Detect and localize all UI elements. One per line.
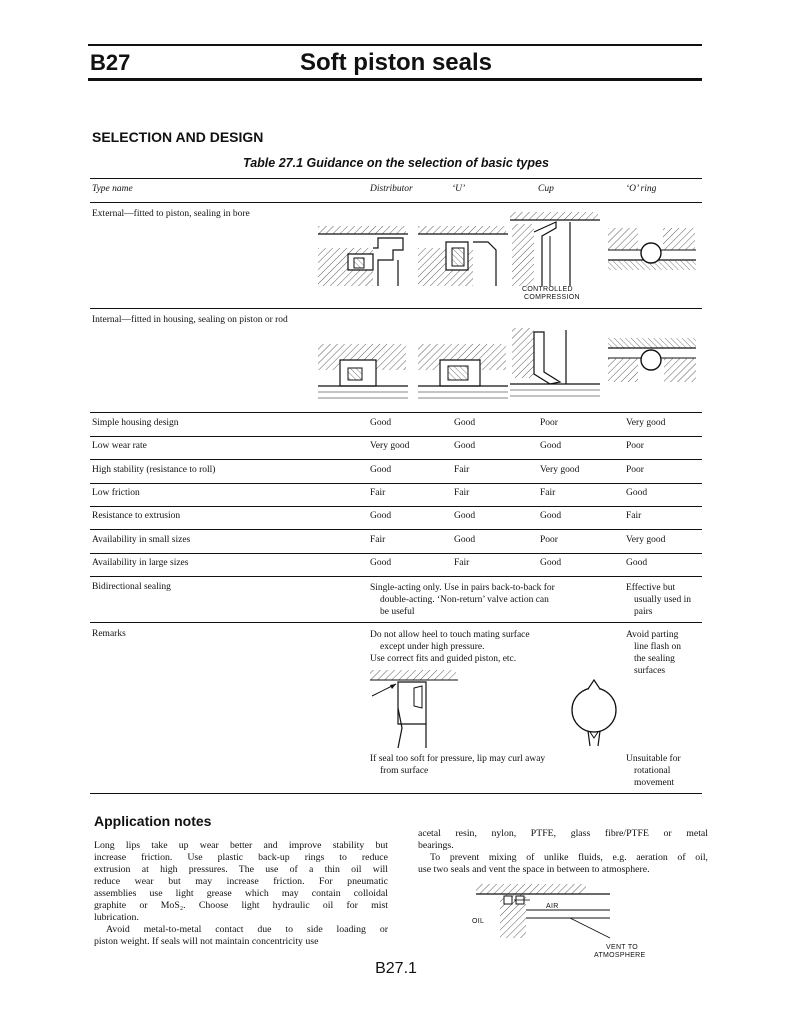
vent-label: VENT TO (606, 944, 639, 951)
air-label: AIR (546, 903, 559, 910)
row-rule (90, 506, 702, 507)
remarks-text-1: Do not allow heel to touch mating surface (370, 630, 530, 640)
rating-cell: Fair (454, 465, 470, 475)
rating-cell: Good (540, 558, 562, 568)
oring-note-2: rotational (634, 766, 671, 776)
rating-cell: Good (540, 511, 562, 521)
rating-cell: Fair (454, 558, 470, 568)
rating-cell: Poor (540, 535, 558, 545)
bidirectional-oring-1: Effective but (626, 583, 676, 593)
vent-diagram (470, 882, 620, 944)
rating-cell: Good (454, 441, 476, 451)
notes-line: extrusion at high pressures. The use of a thin oil will (94, 864, 388, 875)
table-top-rule (90, 178, 702, 179)
external-row-label: External—fitted to piston, sealing in bore (92, 209, 250, 219)
external-oring-diagram (608, 228, 698, 276)
rating-cell: Very good (626, 535, 666, 545)
notes-line: increase friction. Use plastic back-up rings to reduce (94, 852, 388, 863)
remarks-oring-4: surfaces (634, 666, 666, 676)
row-rule-bidirectional (90, 622, 702, 623)
rating-cell: Poor (626, 441, 644, 451)
rating-cell: Very good (626, 418, 666, 428)
bidirectional-text-2: double-acting. ‘Non-return’ valve action can (380, 595, 549, 605)
notes-line: reduce wear but may increase friction. For pneumatic (94, 876, 388, 887)
rating-cell: Good (626, 488, 648, 498)
rating-row-label: High stability (resistance to roll) (92, 465, 216, 475)
rating-cell: Good (370, 558, 392, 568)
rating-cell: Good (454, 511, 476, 521)
notes-line: To prevent mixing of unlike fluids, e.g. aeration of oil, (430, 852, 708, 863)
rating-cell: Poor (626, 465, 644, 475)
rating-cell: Fair (626, 511, 642, 521)
rating-row-label: Availability in small sizes (92, 535, 191, 545)
rating-cell: Fair (540, 488, 556, 498)
row-rule-internal (90, 412, 702, 413)
bidirectional-text-3: be useful (380, 607, 415, 617)
table-caption: Table 27.1 Guidance on the selection of basic types (243, 156, 549, 170)
page-code: B27 (90, 50, 131, 75)
atmosphere-label: ATMOSPHERE (594, 952, 646, 959)
remarks-label: Remarks (92, 629, 126, 639)
rating-cell: Good (454, 535, 476, 545)
lip-curl-diagram (368, 668, 468, 750)
rating-row-label: Low friction (92, 488, 140, 498)
remarks-text-2: except under high pressure. (380, 642, 485, 652)
rating-cell: Good (540, 441, 562, 451)
row-rule (90, 436, 702, 437)
rating-row-label: Availability in large sizes (92, 558, 189, 568)
notes-line: lubrication. (94, 912, 139, 923)
internal-u-diagram (418, 342, 510, 404)
row-rule (90, 553, 702, 554)
controlled-label: CONTROLLED (522, 286, 573, 293)
header-top-rule (88, 44, 702, 46)
notes-line: Avoid metal-to-metal contact due to side loading or (106, 924, 388, 935)
notes-line: piston weight. If seals will not maintain concentricity use (94, 936, 319, 947)
rating-cell: Good (454, 418, 476, 428)
table-header-rule (90, 202, 702, 203)
rating-row-label: Resistance to extrusion (92, 511, 181, 521)
table-bottom-rule (90, 793, 702, 794)
application-notes-title: Application notes (94, 813, 212, 829)
rating-cell: Very good (540, 465, 580, 475)
section-title: SELECTION AND DESIGN (92, 129, 264, 145)
notes-line: use two seals and vent the space in between to atmosphere. (418, 864, 650, 875)
column-header-distributor: Distributor (370, 184, 413, 194)
rating-cell: Fair (454, 488, 470, 498)
remarks-text-3: Use correct fits and guided piston, etc. (370, 654, 517, 664)
row-rule-external (90, 308, 702, 309)
internal-cup-diagram (510, 326, 602, 406)
bidirectional-label: Bidirectional sealing (92, 582, 171, 592)
column-header-u: ‘U’ (452, 184, 466, 194)
oring-note-3: movement (634, 778, 675, 788)
internal-row-label: Internal—fitted in housing, sealing on piston or rod (92, 315, 288, 325)
rating-cell: Fair (370, 535, 386, 545)
oring-note-1: Unsuitable for (626, 754, 681, 764)
notes-line: Long lips take up wear better and improve stability but (94, 840, 388, 851)
row-rule (90, 483, 702, 484)
column-header-type: Type name (92, 184, 133, 194)
remarks-oring-3: the sealing (634, 654, 675, 664)
lip-note-1: If seal too soft for pressure, lip may curl away (370, 754, 546, 764)
notes-line: graphite or MoS₂. Choose light hydraulic oil for mist (94, 900, 388, 911)
external-u-diagram (418, 220, 513, 288)
external-cup-diagram (510, 210, 602, 288)
row-rule (90, 459, 702, 460)
notes-left-column (94, 840, 388, 948)
notes-line: assemblies use light grease which may contain colloidal (94, 888, 388, 899)
lip-note-2: from surface (380, 766, 429, 776)
column-header-cup: Cup (538, 184, 554, 194)
rating-cell: Poor (540, 418, 558, 428)
remarks-oring-2: line flash on (634, 642, 681, 652)
header-bottom-rule (88, 78, 702, 81)
internal-oring-diagram (608, 338, 698, 388)
notes-right-column (418, 828, 708, 876)
rating-cell: Fair (370, 488, 386, 498)
page-footer: B27.1 (375, 960, 417, 977)
oil-label: OIL (472, 918, 485, 925)
rating-cell: Very good (370, 441, 410, 451)
rating-row-label: Low wear rate (92, 441, 147, 451)
external-distributor-diagram (318, 220, 413, 288)
rating-cell: Good (370, 418, 392, 428)
bidirectional-oring-3: pairs (634, 607, 653, 617)
rating-cell: Good (626, 558, 648, 568)
page-title: Soft piston seals (299, 49, 493, 76)
row-rule (90, 529, 702, 530)
bidirectional-text-1: Single-acting only. Use in pairs back-to-back for (370, 583, 555, 593)
rating-cell: Good (370, 511, 392, 521)
rating-cell: Good (370, 465, 392, 475)
remarks-oring-1: Avoid parting (626, 630, 679, 640)
bidirectional-oring-2: usually used in (634, 595, 691, 605)
compression-label: COMPRESSION (524, 294, 580, 301)
notes-line: acetal resin, nylon, PTFE, glass fibre/PTFE or metal (418, 828, 708, 839)
internal-distributor-diagram (318, 342, 410, 404)
row-rule (90, 576, 702, 577)
notes-line: bearings. (418, 840, 454, 851)
column-header-oring: ‘O’ ring (626, 184, 657, 194)
oring-flash-diagram (566, 664, 626, 752)
rating-row-label: Simple housing design (92, 418, 179, 428)
